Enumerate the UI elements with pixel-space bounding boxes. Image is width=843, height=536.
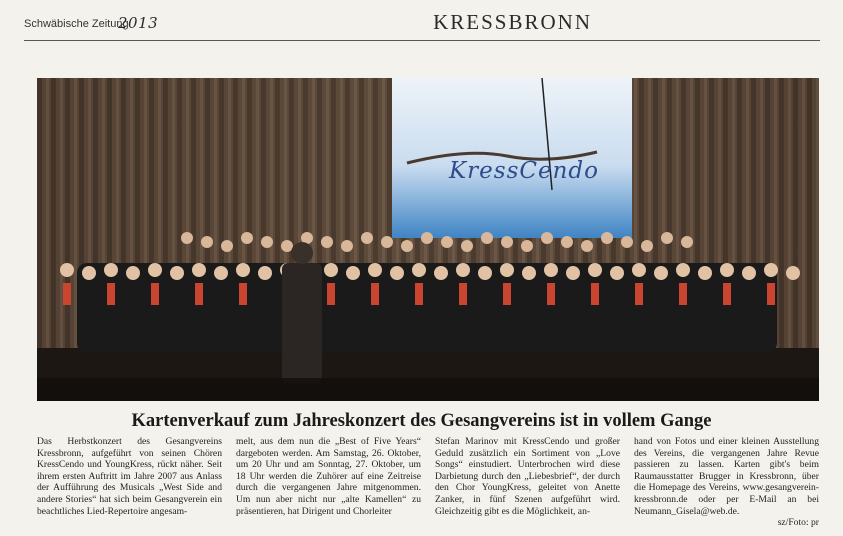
screen-logo-text: KressCendo	[449, 158, 599, 184]
section-title: KRESSBRONN	[433, 10, 592, 34]
masthead	[14, 6, 832, 40]
article-paragraph: Stefan Marinov mit KressCendo und großer Geduld zusätzlich ein Sortiment von „Love Songs“ einstudiert. Unterbrochen wird diese Darbietung durch den „Liebesbrief“, der durch den Chor YoungKress, geleitet von Anette Zanker, in fünf Szenen aufgeführt wird. Gleichzeitig gibt es die Möglichkeit, an-	[435, 436, 620, 517]
article-column-4	[634, 436, 819, 530]
handwritten-year-note: 2013	[118, 14, 159, 32]
article-body	[37, 436, 819, 530]
article-column-1	[37, 436, 222, 530]
article-paragraph: hand von Fotos und einer kleinen Ausstellung des Vereins, die vergangenen Jahre Revue passieren zu lassen. Karten gibt's beim Raumausstatter Brugger in Kressbronn, über die Homepage des Vereins, www.gesangverein-kressbronn.de oder per E-Mail an bei Neumann_Gisela@web.de.	[634, 436, 819, 517]
choir-photo	[37, 78, 819, 401]
article-paragraph: Das Herbstkonzert des Gesangvereins Kressbronn, aufgeführt von seinen Chören KressCendo und YoungKress, rückt näher. Seit ihrem ersten Auftritt im Jahre 2007 aus Anlass der Aufführung des Musicals „West Side and andere Stories“ hat sich beim Gesangverein ein beachtliches Lied-Repertoire angesam-	[37, 436, 222, 517]
article-headline: Kartenverkauf zum Jahreskonzert des Gesangvereins ist in vollem Gange	[131, 411, 712, 431]
article-paragraph: melt, aus dem nun die „Best of Five Years“ dargeboten werden. Am Samstag, 26. Oktober, um 20 Uhr und am Sonntag, 27. Oktober, um 18 Uhr werden die Zuhörer auf eine Zeitreise durch die vergangenen Jahre mitgenommen. Um nun aber nicht nur „alte Kamellen“ zu präsentieren, hat Dirigent und Chorleiter	[236, 436, 421, 517]
article-column-2	[236, 436, 421, 530]
newspaper-name: Schwäbische Zeitung	[24, 18, 129, 30]
photo-credit: sz/Foto: pr	[777, 517, 819, 529]
choir-photo-illustration	[37, 78, 819, 401]
article-column-3	[435, 436, 620, 530]
header-rule	[24, 40, 820, 41]
